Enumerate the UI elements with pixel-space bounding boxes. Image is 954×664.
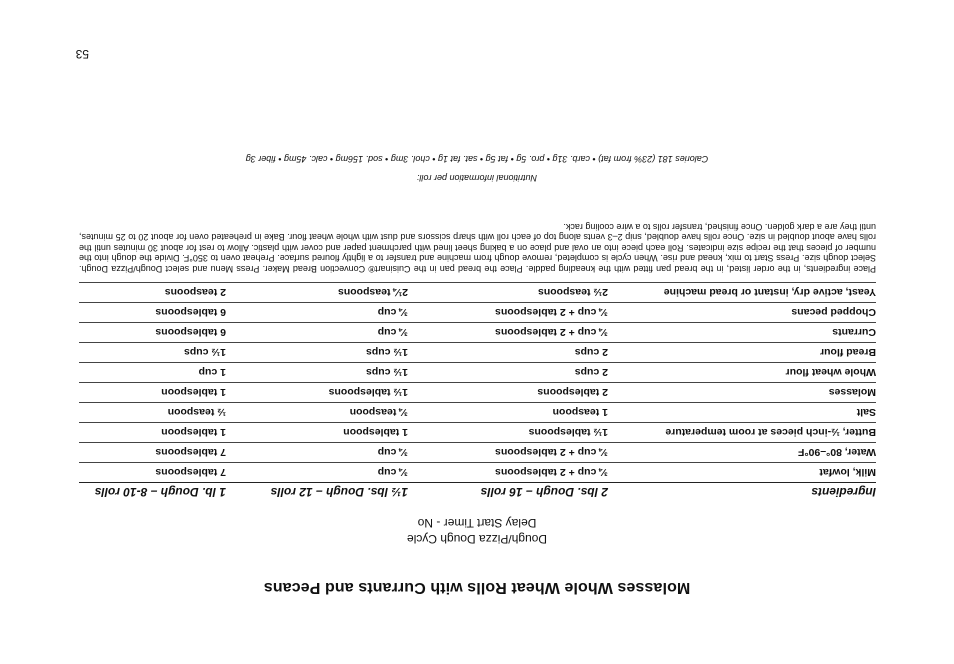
amount-1lb: 1 tablespoon — [79, 383, 226, 403]
column-header-1lb: 1 lb. Dough – 8-10 rolls — [79, 483, 226, 508]
amount-1-5lb: ¾ cup — [226, 463, 408, 483]
nutrition-values: Calories 181 (23% from fat) • carb. 31g • pro. 5g • fat 5g • sat. fat 1g • chol. 3mg • sod. 156mg • calc. 45mg • fiber 3g — [245, 154, 709, 164]
table-row — [79, 363, 876, 383]
amount-1lb: 1 tablespoon — [79, 423, 226, 443]
amount-1-5lb: 2¼ teaspoons — [226, 283, 408, 303]
table-row — [79, 323, 876, 343]
column-header-2lb: 2 lbs. Dough – 16 rolls — [408, 483, 608, 508]
amount-2lb: 2 cups — [408, 343, 608, 363]
amount-2lb: ¾ cup + 2 tablespoons — [408, 443, 608, 463]
amount-1-5lb: 1½ cups — [226, 363, 408, 383]
recipe-title: Molasses Whole Wheat Rolls with Currants and Pecans — [263, 579, 691, 596]
amount-2lb: 1 teaspoon — [408, 403, 608, 423]
table-row — [79, 443, 876, 463]
amount-1lb: 1½ cups — [79, 343, 226, 363]
ingredient-name: Milk, lowfat — [608, 463, 876, 483]
ingredient-name: Bread flour — [608, 343, 876, 363]
amount-1lb: ½ teaspoon — [79, 403, 226, 423]
amount-2lb: ¾ cup + 2 tablespoons — [408, 463, 608, 483]
table-row — [79, 463, 876, 483]
amount-1-5lb: ¾ cup — [226, 323, 408, 343]
amount-1lb: 1 cup — [79, 363, 226, 383]
table-row — [79, 383, 876, 403]
cycle-label: Dough/Pizza Dough Cycle — [406, 532, 548, 546]
table-row — [79, 403, 876, 423]
table-row — [79, 283, 876, 303]
amount-1-5lb: ¾ cup — [226, 443, 408, 463]
amount-2lb: ¾ cup + 2 tablespoons — [408, 303, 608, 323]
ingredient-name: Currants — [608, 323, 876, 343]
amount-1lb: 7 tablespoons — [79, 463, 226, 483]
ingredient-name: Butter, ½-inch pieces at room temperature — [608, 423, 876, 443]
amount-1-5lb: 1 tablespoon — [226, 423, 408, 443]
ingredient-name: Yeast, active dry, instant or bread machine — [608, 283, 876, 303]
amount-1-5lb: 1½ tablespoons — [226, 383, 408, 403]
instructions-text: Place ingredients, in the order listed, in the bread pan fitted with the kneading paddle. Place the bread pan in the Cuisinart® Convection Bread Maker. Press Menu and select Dough/Pizza Dough. Select dough size. Press Start to mix, knead and rise. When cycle is completed, remove dough from machine and transfer to a lightly floured surface. Preheat oven to 350°F. Divide the dough into the number of pieces that the recipe size indicates. Roll each piece into an oval and place on a baking sheet lined with parchment paper and cover with plastic. Allow to rest for about 30 minutes until the rolls have about doubled in size. Once rolls have doubled, snip 2–3 vents along top of each roll with sharp scissors and dust with whole wheat flour. Bake in preheated oven for about 20 to 25 minutes, until they are a dark golden. Once finished, transfer rolls to a wire cooling rack. — [79, 221, 876, 274]
amount-1-5lb: ¾ teaspoon — [226, 403, 408, 423]
instructions-paragraph — [79, 221, 876, 274]
amount-2lb: 2½ teaspoons — [408, 283, 608, 303]
table-row — [79, 423, 876, 443]
ingredient-name: Molasses — [608, 383, 876, 403]
column-header-ingredients: Ingredients — [608, 483, 876, 508]
amount-1lb: 2 teaspoons — [79, 283, 226, 303]
amount-2lb: 1½ tablespoons — [408, 423, 608, 443]
amount-1-5lb: ¾ cup — [226, 303, 408, 323]
amount-2lb: ¾ cup + 2 tablespoons — [408, 323, 608, 343]
table-row — [79, 303, 876, 323]
ingredient-name: Water, 80°–90°F — [608, 443, 876, 463]
ingredients-table — [79, 282, 876, 507]
ingredient-name: Chopped pecans — [608, 303, 876, 323]
amount-1lb: 7 tablespoons — [79, 443, 226, 463]
table-header-row — [79, 483, 876, 508]
delay-timer-label: Delay Start Timer - No — [417, 516, 537, 530]
amount-2lb: 2 cups — [408, 363, 608, 383]
column-header-1-5lb: 1½ lbs. Dough – 12 rolls — [226, 483, 408, 508]
amount-2lb: 2 tablespoons — [408, 383, 608, 403]
ingredient-name: Salt — [608, 403, 876, 423]
ingredient-name: Whole wheat flour — [608, 363, 876, 383]
amount-1-5lb: 1½ cups — [226, 343, 408, 363]
nutrition-heading: Nutritional information per roll: — [416, 173, 538, 183]
amount-1lb: 6 tablespoons — [79, 303, 226, 323]
amount-1lb: 6 tablespoons — [79, 323, 226, 343]
page-number: 53 — [75, 47, 89, 61]
table-row — [79, 343, 876, 363]
